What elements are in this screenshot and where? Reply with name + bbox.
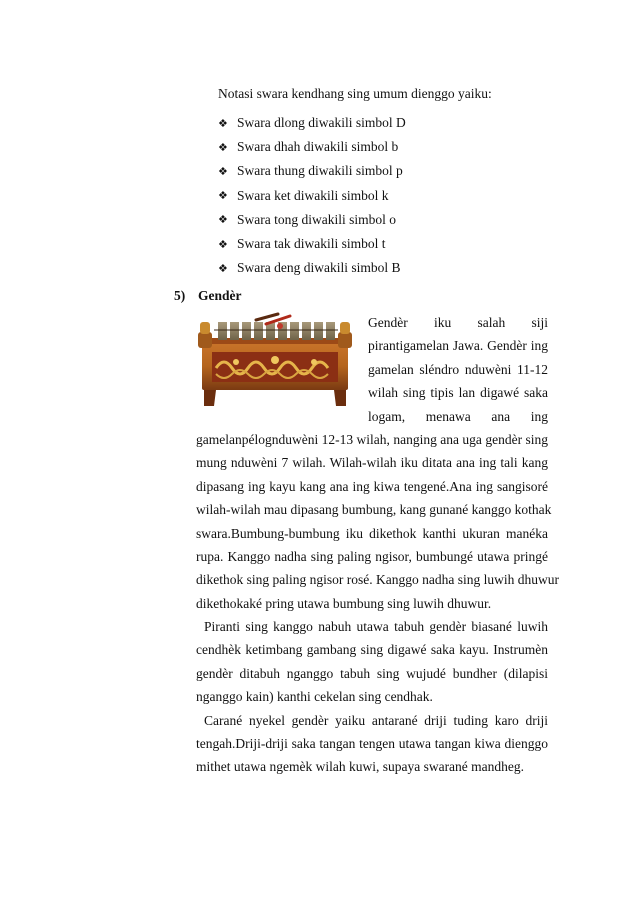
section-heading	[174, 288, 242, 304]
text-line: mung nduwèni 7 wilah. Wilah-wilah iku ditata ana ing tali kang	[196, 455, 548, 471]
text-line: logam, menawa ana ing	[368, 408, 548, 424]
list-item: ❖ Swara tong diwakili simbol o	[218, 211, 396, 227]
section-title: Gendèr	[198, 288, 242, 303]
diamond-bullet-icon: ❖	[218, 237, 228, 251]
list-item: ❖ Swara deng diwakili simbol B	[218, 260, 401, 276]
notation-intro: Notasi swara kendhang sing umum dienggo yaiku:	[218, 86, 492, 101]
gender-description	[196, 311, 559, 779]
list-item: ❖ Swara dlong diwakili simbol D	[218, 115, 406, 131]
diamond-bullet-icon: ❖	[218, 261, 228, 275]
list-item: ❖ Swara tak diwakili simbol t	[218, 236, 386, 252]
text-line: cendhèk ketimbang gambang sing digawé saka kayu. Instrumèn	[196, 642, 548, 658]
text-line: dipasang ing kayu kang ana ing kiwa tengené.Ana ing sangisoré	[196, 478, 548, 494]
text-line: nganggo kain) kanthi cekelan sing cendhak.	[196, 689, 433, 705]
text-line: wilah sing tipis lan digawé saka	[368, 385, 548, 401]
text-line: swara.Bumbung-bumbung iku dikethok kanthi ukuran manéka	[196, 525, 548, 541]
text-line: Piranti sing kanggo nabuh utawa tabuh gendèr biasané luwih	[204, 619, 548, 635]
text-line: gendèr ditabuh nganggo tabuh sing wujudé bundher (dilapisi	[196, 665, 548, 681]
list-item: ❖ Swara dhah diwakili simbol b	[218, 139, 399, 155]
text-line: Gendèr iku salah siji	[368, 315, 548, 330]
text-line: dikethokaké pring utawa bumbung sing luwih dhuwur.	[196, 595, 492, 611]
section-number: 5)	[174, 288, 186, 303]
text-line: dikethok sing paling ngisor rosé. Kanggo nadha sing luwih dhuwur	[196, 572, 559, 588]
diamond-bullet-icon: ❖	[218, 189, 228, 203]
text-line: mithet utawa ngemèk wilah kuwi, supaya swarané mandheg.	[196, 759, 525, 775]
list-item: ❖ Swara ket diwakili simbol k	[218, 187, 389, 203]
text-line: wilah-wilah mau dipasang bumbung, kang gunané kanggo kothak	[196, 502, 552, 518]
text-line: pirantigamelan Jawa. Gendèr ing	[368, 338, 548, 354]
list-item: ❖ Swara thung diwakili simbol p	[218, 163, 403, 179]
diamond-bullet-icon: ❖	[218, 140, 228, 154]
text-line: gamelanpélognduwèni 12-13 wilah, nanging ana uga gendèr sing	[196, 431, 548, 447]
diamond-bullet-icon: ❖	[218, 116, 228, 130]
text-line: rupa. Kanggo nadha sing paling ngisor, bumbungé utawa pringé	[196, 548, 548, 564]
diamond-bullet-icon: ❖	[218, 213, 228, 227]
notation-list	[218, 111, 406, 280]
text-line: gamelan sléndro nduwèni 11-12	[368, 361, 548, 377]
text-line: tengah.Driji-driji saka tangan tengen utawa tangan kiwa dienggo	[196, 736, 548, 752]
text-line: Carané nyekel gendèr yaiku antarané driji tuding karo driji	[204, 712, 548, 728]
diamond-bullet-icon: ❖	[218, 164, 228, 178]
